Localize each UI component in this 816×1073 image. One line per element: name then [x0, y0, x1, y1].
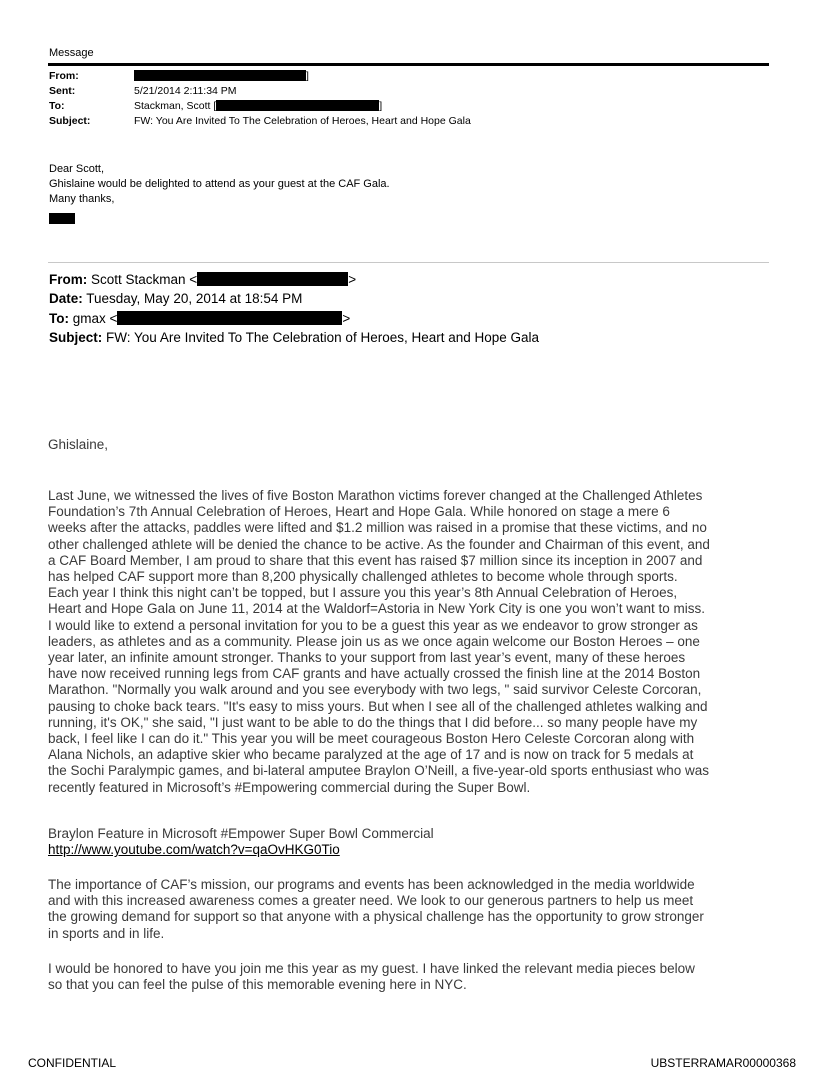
to-close: ]	[379, 100, 383, 112]
paragraph-line: year later, an infinite amount stronger. Thanks to your support from last year’s event, many of these heroes	[48, 650, 686, 666]
fwd-subject-row	[49, 328, 539, 347]
feature-block	[48, 826, 434, 858]
redaction-block	[117, 311, 342, 325]
paragraph-line: in sports and in life.	[48, 925, 165, 941]
sent-label: Sent:	[49, 85, 76, 97]
header-to-row	[49, 99, 382, 113]
subject-value: FW: You Are Invited To The Celebration of Heroes, Heart and Hope Gala	[134, 115, 471, 127]
paragraph-line: back, I feel like I can do it." This year you will be meet courageous Boston Hero Celeste Corcoran along with	[48, 731, 695, 747]
paragraph-line: have now received running legs from CAF grants and have actually crossed the finish line at the 2014 Boston	[48, 666, 701, 682]
fwd-to-label: To:	[49, 311, 69, 326]
fwd-to-row	[49, 309, 350, 328]
header-divider	[48, 63, 769, 66]
paragraph-line: Last June, we witnessed the lives of five Boston Marathon victims forever changed at the Challenged Athletes	[48, 488, 703, 503]
paragraph-line: Foundation’s 7th Annual Celebration of Heroes, Heart and Hope Gala. While honored on stage a mere 6	[48, 504, 670, 520]
paragraph-line: Heart and Hope Gala on June 11, 2014 at the Waldorf=Astoria in New York City is one you won’t want to miss.	[48, 601, 705, 617]
paragraph-line: so that you can feel the pulse of this memorable evening here in NYC.	[48, 977, 467, 993]
header-from-row	[49, 69, 309, 83]
header-sent-row	[49, 84, 237, 98]
sent-value: 5/21/2014 2:11:34 PM	[134, 85, 237, 97]
fwd-subject-label: Subject:	[49, 330, 103, 345]
from-label: From:	[49, 70, 79, 82]
paragraph-line: has helped CAF support more than 8,200 physically challenged athletes to become whole through sports.	[48, 569, 678, 585]
header-subject-row	[49, 114, 471, 128]
reply-line: Dear Scott,	[49, 163, 105, 175]
paragraph-line: other challenged athlete will be denied the chance to be active. As the founder and Chairman of this event, and	[48, 536, 710, 552]
paragraph-line: recently featured in Microsoft’s #Empowering commercial during the Super Bowl.	[48, 779, 531, 795]
letter-greeting: Ghislaine,	[48, 437, 109, 452]
to-label: To:	[49, 100, 65, 112]
bates-number: UBSTERRAMAR00000368	[650, 1056, 796, 1070]
fwd-from-label: From:	[49, 272, 88, 287]
subject-label: Subject:	[49, 115, 91, 127]
letter-paragraph-1	[48, 488, 768, 796]
fwd-subject-value: FW: You Are Invited To The Celebration of Heroes, Heart and Hope Gala	[106, 330, 540, 345]
paragraph-line: running, it's OK," she said, "I just want to be able to do the things that I did before... so many people have my	[48, 714, 698, 730]
paragraph-line: the Sochi Paralympic games, and bi-lateral amputee Braylon O’Neill, a five-year-old sports enthusiast who was	[48, 763, 710, 779]
letter-paragraph-3	[48, 961, 768, 993]
paragraph-line: Alana Nichols, an adaptive skier who became paralyzed at the age of 17 and is now on track for 5 medals at	[48, 747, 694, 763]
redaction-block	[216, 100, 379, 111]
paragraph-line: weeks after the attacks, paddles were lifted and $1.2 million was raised in a promise that these victims, and no	[48, 520, 707, 536]
paragraph-line: a CAF Board Member, I am proud to share that this event has raised $7 million since its inception in 2007 and	[48, 552, 703, 568]
paragraph-line: Marathon. "Normally you walk around and you see everybody with two legs, " said survivor Celeste Corcoran,	[48, 682, 702, 698]
fwd-to-close: >	[342, 311, 351, 326]
paragraph-line: pausing to choke back tears. "It's easy to miss yours. But when I see all of the challenged athletes walking and	[48, 698, 708, 714]
paragraph-line: Each year I think this night can’t be topped, but I assure you this year’s 8th Annual Celebration of Heroes,	[48, 585, 678, 601]
from-close: ]	[306, 70, 309, 82]
paragraph-line: I would like to extend a personal invitation for you to be a guest this year as we endeavor to grow stronger as	[48, 617, 698, 633]
fwd-date-label: Date:	[49, 291, 83, 306]
confidential-label: CONFIDENTIAL	[28, 1056, 117, 1070]
fwd-date-row	[49, 289, 302, 308]
paragraph-line: The importance of CAF’s mission, our programs and events has been acknowledged in the media worldwide	[48, 877, 695, 892]
redaction-block	[197, 272, 348, 286]
signature-redaction	[49, 213, 75, 224]
reply-body	[49, 162, 390, 227]
fwd-to-value: gmax <	[72, 311, 118, 326]
fwd-from-close: >	[348, 272, 357, 287]
fwd-date-value: Tuesday, May 20, 2014 at 18:54 PM	[86, 291, 303, 306]
forward-divider	[48, 262, 769, 263]
redaction-block	[134, 70, 306, 81]
to-value: Stackman, Scott [	[134, 100, 217, 112]
fwd-from-value: Scott Stackman <	[91, 272, 198, 287]
reply-line: Ghislaine would be delighted to attend as your guest at the CAF Gala.	[49, 178, 390, 190]
paragraph-line: I would be honored to have you join me this year as my guest. I have linked the relevant media pieces below	[48, 961, 695, 976]
feature-link[interactable]: http://www.youtube.com/watch?v=qaOvHKG0Tio	[48, 842, 340, 858]
message-label: Message	[49, 47, 94, 59]
letter-paragraph-2	[48, 877, 768, 942]
feature-title: Braylon Feature in Microsoft #Empower Super Bowl Commercial	[48, 826, 434, 841]
fwd-from-row	[49, 270, 356, 289]
paragraph-line: the growing demand for support so that anyone with a physical challenge has the opportunity to grow stronger	[48, 909, 704, 925]
paragraph-line: and with this increased awareness comes a greater need. We look to our generous partners to help us meet	[48, 893, 694, 909]
paragraph-line: leaders, as athletes and as a community. Please join us as we once again welcome our Boston Heroes – one	[48, 633, 700, 649]
reply-line: Many thanks,	[49, 193, 115, 205]
